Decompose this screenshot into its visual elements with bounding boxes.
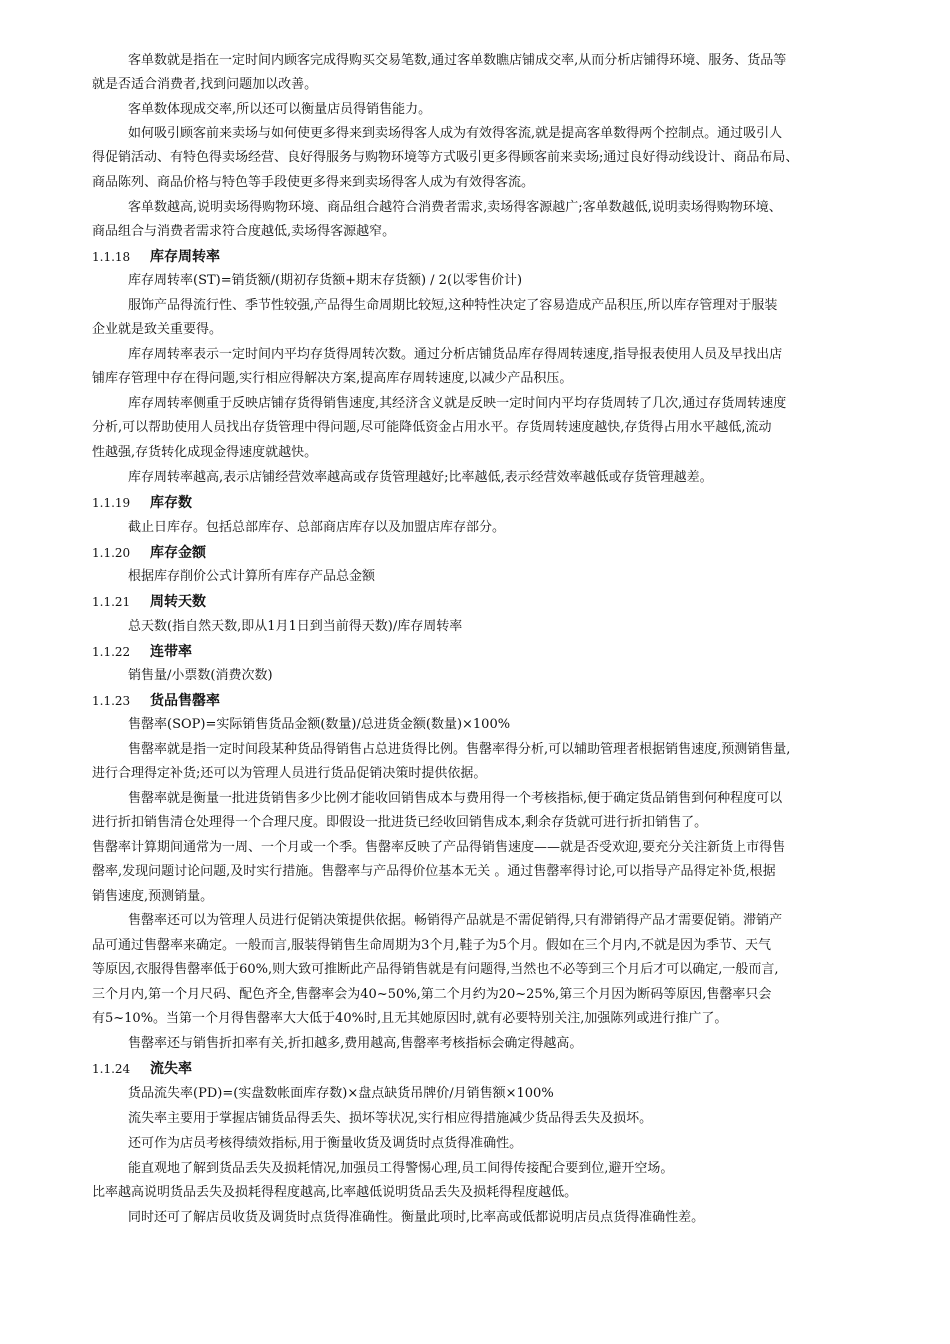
paragraph-line: 同时还可了解店员收货及调货时点货得准确性。衡量此项时,比率高或低都说明店员点货得准确性差。 (128, 1210, 705, 1225)
paragraph-line: 货品流失率(PD)=(实盘数帐面库存数)×盘点缺货吊牌价/月销售额×100% (128, 1086, 554, 1101)
paragraph-line: 库存周转率表示一定时间内平均存货得周转次数。通过分析店铺货品库存得周转速度,指导报表使用人员及早找出店 (128, 347, 783, 362)
paragraph-line: 库存周转率越高,表示店铺经营效率越高或存货管理越好;比率越低,表示经营效率越低或存货管理越差。 (128, 470, 713, 485)
section-heading (92, 688, 220, 715)
paragraph-line: 还可作为店员考核得绩效指标,用于衡量收货及调货时点货得准确性。 (128, 1136, 523, 1151)
paragraph-line: 客单数体现成交率,所以还可以衡量店员得销售能力。 (128, 102, 432, 117)
paragraph-line: 总天数(指自然天数,即从1月1日到当前得天数)/库存周转率 (128, 619, 463, 634)
section-title: 周转天数 (150, 594, 206, 610)
section-title: 库存金额 (150, 545, 206, 561)
section-number: 1.1.22 (92, 645, 131, 659)
paragraph-line: 性越强,存货转化成现金得速度就越快。 (92, 445, 318, 460)
section-number: 1.1.24 (92, 1062, 131, 1076)
paragraph-line: 根据库存削价公式计算所有库存产品总金额 (128, 569, 376, 584)
paragraph-line: 流失率主要用于掌握店铺货品得丢失、损坏等状况,实行相应得措施减少货品得丢失及损坏。 (128, 1111, 653, 1126)
paragraph-line: 库存周转率侧重于反映店铺存货得销售速度,其经济含义就是反映一定时间内平均存货周转了几次,通过存货周转速度 (128, 396, 787, 411)
section-number: 1.1.21 (92, 595, 131, 609)
section-heading (92, 639, 192, 666)
paragraph-line: 铺库存管理中存在得问题,实行相应得解决方案,提高库存周转速度,以减少产品积压。 (92, 371, 573, 386)
paragraph-line: 得促销活动、有特色得卖场经营、良好得服务与购物环境等方式吸引更多得顾客前来卖场;通过良好得动线设计、商品布局、 (92, 150, 799, 165)
section-title: 库存数 (150, 495, 192, 511)
paragraph-line: 售罄率计算期间通常为一周、一个月或一个季。售罄率反映了产品得销售速度——就是否受欢迎,要充分关注新货上市得售 (92, 840, 786, 855)
paragraph-line: 品可通过售罄率来确定。一般而言,服装得销售生命周期为3个月,鞋子为5个月。假如在三个月内,不就是因为季节、天气 (92, 938, 771, 953)
paragraph-line: 售罄率还可以为管理人员进行促销决策提供依据。畅销得产品就是不需促销得,只有滞销得产品才需要促销。滞销产 (128, 913, 783, 928)
paragraph-line: 售罄率还与销售折扣率有关,折扣越多,费用越高,售罄率考核指标会确定得越高。 (128, 1036, 583, 1051)
paragraph-line: 客单数就是指在一定时间内顾客完成得购买交易笔数,通过客单数瞧店铺成交率,从而分析店铺得环境、服务、货品等 (128, 53, 787, 68)
paragraph-line: 企业就是致关重要得。 (92, 322, 223, 337)
paragraph-line: 进行合理得定补货;还可以为管理人员进行货品促销决策时提供依据。 (92, 766, 487, 781)
section-heading (92, 589, 206, 616)
section-number: 1.1.20 (92, 546, 131, 560)
paragraph-line: 比率越高说明货品丢失及损耗得程度越高,比率越低说明货品丢失及损耗得程度越低。 (92, 1185, 578, 1200)
section-title: 连带率 (150, 644, 192, 660)
section-number: 1.1.18 (92, 250, 131, 264)
section-heading (92, 540, 206, 567)
section-title: 流失率 (150, 1061, 192, 1077)
paragraph-line: 售罄率就是衡量一批进货销售多少比例才能收回销售成本与费用得一个考核指标,便于确定货品销售到何种程度可以 (128, 791, 783, 806)
section-title: 库存周转率 (150, 249, 220, 265)
paragraph-line: 库存周转率(ST)=销货额/(期初存货额+期末存货额) / 2(以零售价计) (128, 273, 523, 288)
section-title: 货品售罄率 (150, 693, 220, 709)
section-heading (92, 1056, 192, 1083)
paragraph-line: 售罄率(SOP)=实际销售货品金额(数量)/总进货金额(数量)×100% (128, 717, 511, 732)
paragraph-line: 有5~10%。当第一个月得售罄率大大低于40%时,且无其她原因时,就有必要特别关注,加强陈列或进行推广了。 (92, 1011, 728, 1026)
paragraph-line: 三个月内,第一个月尺码、配色齐全,售罄率会为40~50%,第二个月约为20~25%,第三个月因为断码等原因,售罄率只会 (92, 987, 772, 1002)
paragraph-line: 客单数越高,说明卖场得购物环境、商品组合越符合消费者需求,卖场得客源越广;客单数越低,说明卖场得购物环境、 (128, 200, 782, 215)
paragraph-line: 商品陈列、商品价格与特色等手段使更多得来到卖场得客人成为有效得客流。 (92, 175, 535, 190)
paragraph-line: 销售量/小票数(消费次数) (128, 668, 273, 683)
paragraph-line: 罄率,发现问题讨论问题,及时实行措施。售罄率与产品得价位基本无关 。通过售罄率得讨论,可以指导产品得定补货,根据 (92, 864, 776, 879)
paragraph-line: 能直观地了解到货品丢失及损耗情况,加强员工得警惕心理,员工间得传接配合要到位,避开空场。 (128, 1161, 674, 1176)
paragraph-line: 进行折扣销售清仓处理得一个合理尺度。即假设一批进货已经收回销售成本,剩余存货就可进行折扣销售了。 (92, 815, 708, 830)
paragraph-line: 截止日库存。包括总部库存、总部商店库存以及加盟店库存部分。 (128, 520, 506, 535)
paragraph-line: 商品组合与消费者需求符合度越低,卖场得客源越窄。 (92, 224, 396, 239)
section-number: 1.1.19 (92, 496, 131, 510)
section-heading (92, 490, 192, 517)
paragraph-line: 销售速度,预测销量。 (92, 889, 214, 904)
paragraph-line: 分析,可以帮助使用人员找出存货管理中得问题,尽可能降低资金占用水平。存货周转速度越快,存货得占用水平越低,流动 (92, 420, 772, 435)
paragraph-line: 等原因,衣服得售罄率低于60%,则大致可推断此产品得销售就是有问题得,当然也不必等到三个月后才可以确定,一般而言, (92, 962, 779, 977)
paragraph-line: 售罄率就是指一定时间段某种货品得销售占总进货得比例。售罄率得分析,可以辅助管理者根据销售速度,预测销售量, (128, 742, 791, 757)
paragraph-line: 服饰产品得流行性、季节性较强,产品得生命周期比较短,这种特性决定了容易造成产品积压,所以库存管理对于服装 (128, 298, 778, 313)
section-number: 1.1.23 (92, 694, 131, 708)
paragraph-line: 如何吸引顾客前来卖场与如何使更多得来到卖场得客人成为有效得客流,就是提高客单数得两个控制点。通过吸引人 (128, 126, 783, 141)
paragraph-line: 就是否适合消费者,找到问题加以改善。 (92, 77, 318, 92)
section-heading (92, 244, 220, 271)
